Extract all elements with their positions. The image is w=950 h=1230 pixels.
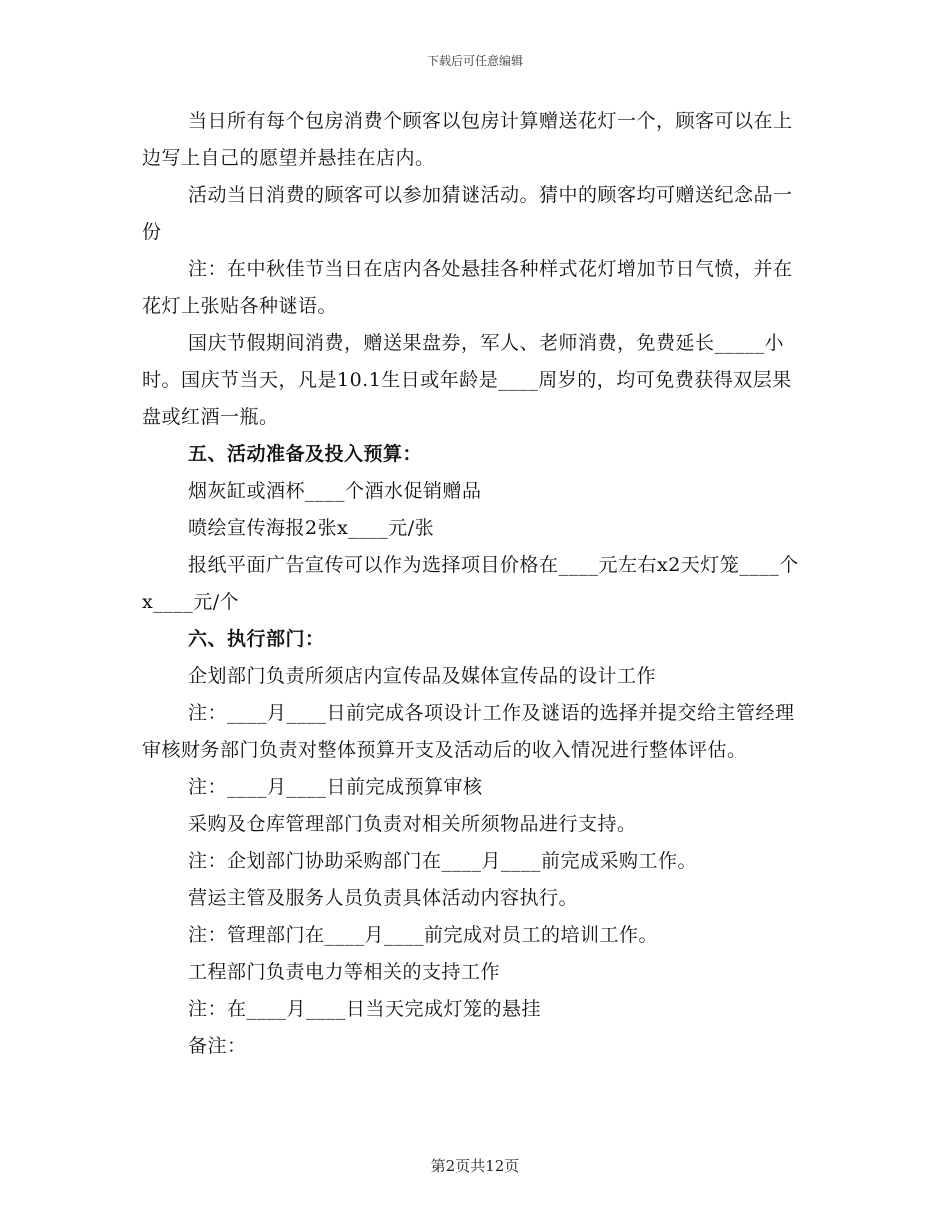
- paragraph: 注：企划部门协助采购部门在____月____前完成采购工作。: [188, 850, 698, 872]
- paragraph: 备注：: [188, 1035, 247, 1057]
- paragraph: 烟灰缸或酒杯____个酒水促销赠品: [188, 480, 482, 502]
- section-heading: 六、执行部门：: [188, 628, 325, 650]
- paragraph: 喷绘宣传海报2张x____元/张: [188, 517, 435, 539]
- section-heading: 五、活动准备及投入预算：: [188, 443, 423, 465]
- paragraph: 报纸平面广告宣传可以作为选择项目价格在____元左右x2天灯笼____个x____元/个: [142, 554, 799, 613]
- paragraph: 注：____月____日前完成预算审核: [188, 776, 483, 798]
- document-body: [142, 103, 810, 1065]
- paragraph: 注：在____月____日当天完成灯笼的悬挂: [188, 998, 542, 1020]
- paragraph: 企划部门负责所须店内宣传品及媒体宣传品的设计工作: [188, 665, 657, 687]
- paragraph: 注：在中秋佳节当日在店内各处悬挂各种样式花灯增加节日气愤，并在花灯上张贴各种谜语。: [142, 258, 793, 317]
- paragraph: 当日所有每个包房消费个顾客以包房计算赠送花灯一个，顾客可以在上边写上自己的愿望并悬挂在店内。: [142, 110, 793, 169]
- paragraph: 国庆节假期间消费，赠送果盘券，军人、老师消费，免费延长_____小时。国庆节当天，凡是10.1生日或年龄是____周岁的，均可免费获得双层果盘或红酒一瓶。: [142, 332, 792, 428]
- paragraph: 工程部门负责电力等相关的支持工作: [188, 961, 501, 983]
- paragraph: 活动当日消费的顾客可以参加猜谜活动。猜中的顾客均可赠送纪念品一份: [142, 184, 793, 243]
- paragraph: 注：____月____日前完成各项设计工作及谜语的选择并提交给主管经理审核财务部门负责对整体预算开支及活动后的收入情况进行整体评估。: [142, 702, 795, 761]
- paragraph: 注：管理部门在____月____前完成对员工的培训工作。: [188, 924, 659, 946]
- page-header: 下载后可任意编辑: [426, 54, 523, 68]
- page-footer: 第2页共12页: [430, 1157, 520, 1175]
- paragraph: 营运主管及服务人员负责具体活动内容执行。: [188, 887, 579, 909]
- paragraph: 采购及仓库管理部门负责对相关所须物品进行支持。: [188, 813, 637, 835]
